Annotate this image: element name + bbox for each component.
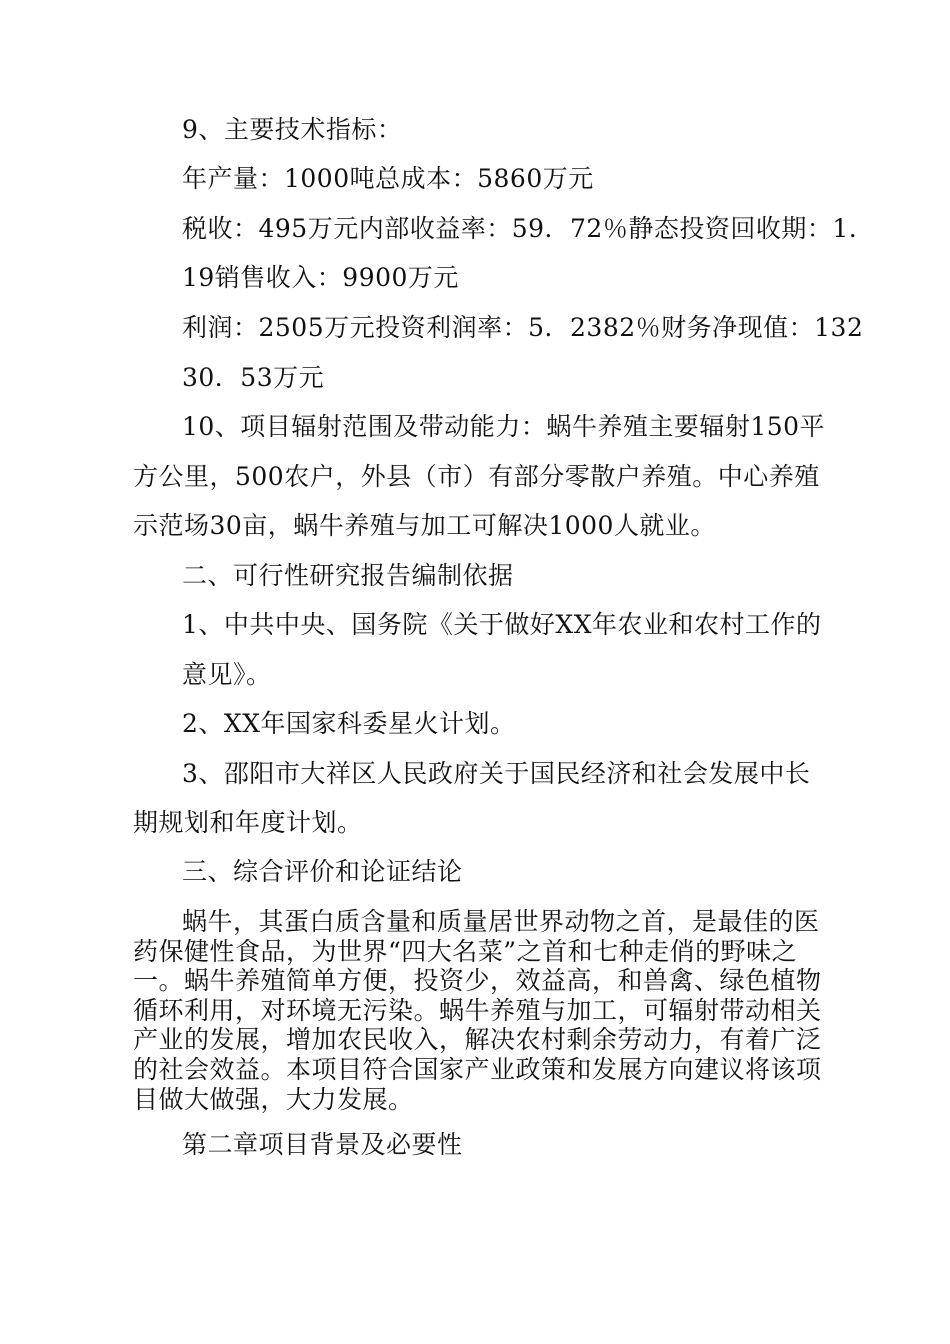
text-line: 10、项目辐射范围及带动能力：蜗牛养殖主要辐射150平: [182, 412, 826, 441]
text-line: 示范场30亩，蜗牛养殖与加工可解决1000人就业。: [133, 511, 716, 540]
text-line: 2、XX年国家科委星火计划。: [182, 709, 516, 738]
conclusion-line: 蜗牛，其蛋白质含量和质量居世界动物之首，是最佳的医: [182, 907, 820, 936]
text-line: 方公里，500农户，外县（市）有部分零散户养殖。中心养殖: [133, 462, 820, 491]
text-line: 年产量：1000吨总成本：5860万元: [182, 164, 594, 193]
conclusion-line: 产业的发展，增加农民收入，解决农村剩余劳动力，有着广泛: [133, 1025, 822, 1054]
conclusion-line: 一。蜗牛养殖简单方便，投资少，效益高，和兽禽、绿色植物: [133, 966, 822, 995]
text-line: 3、邵阳市大祥区人民政府关于国民经济和社会发展中长: [182, 759, 811, 788]
section-heading: 二、可行性研究报告编制依据: [182, 561, 514, 590]
chapter-heading: 第二章项目背景及必要性: [182, 1130, 463, 1159]
text-line: 期规划和年度计划。: [133, 808, 363, 837]
conclusion-line: 的社会效益。本项目符合国家产业政策和发展方向建议将该项: [133, 1055, 822, 1084]
conclusion-line: 目做大做强，大力发展。: [133, 1085, 414, 1114]
section-heading: 三、综合评价和论证结论: [182, 857, 463, 886]
text-line: 意见》。: [182, 660, 272, 689]
text-line: 税收：495万元内部收益率：59．72％静态投资回收期：1.: [182, 214, 858, 243]
conclusion-line: 循环利用，对环境无污染。蜗牛养殖与加工，可辐射带动相关: [133, 996, 822, 1025]
text-line: 1、中共中央、国务院《关于做好XX年农业和农村工作的: [182, 610, 822, 639]
text-line: 30．53万元: [182, 363, 325, 392]
text-line: 利润：2505万元投资利润率：5．2382％财务净现值：132: [182, 313, 864, 342]
text-line: 9、主要技术指标：: [182, 115, 403, 144]
conclusion-line: 药保健性食品，为世界“四大名菜”之首和七种走俏的野味之: [133, 937, 798, 966]
text-line: 19销售收入：9900万元: [182, 263, 459, 292]
